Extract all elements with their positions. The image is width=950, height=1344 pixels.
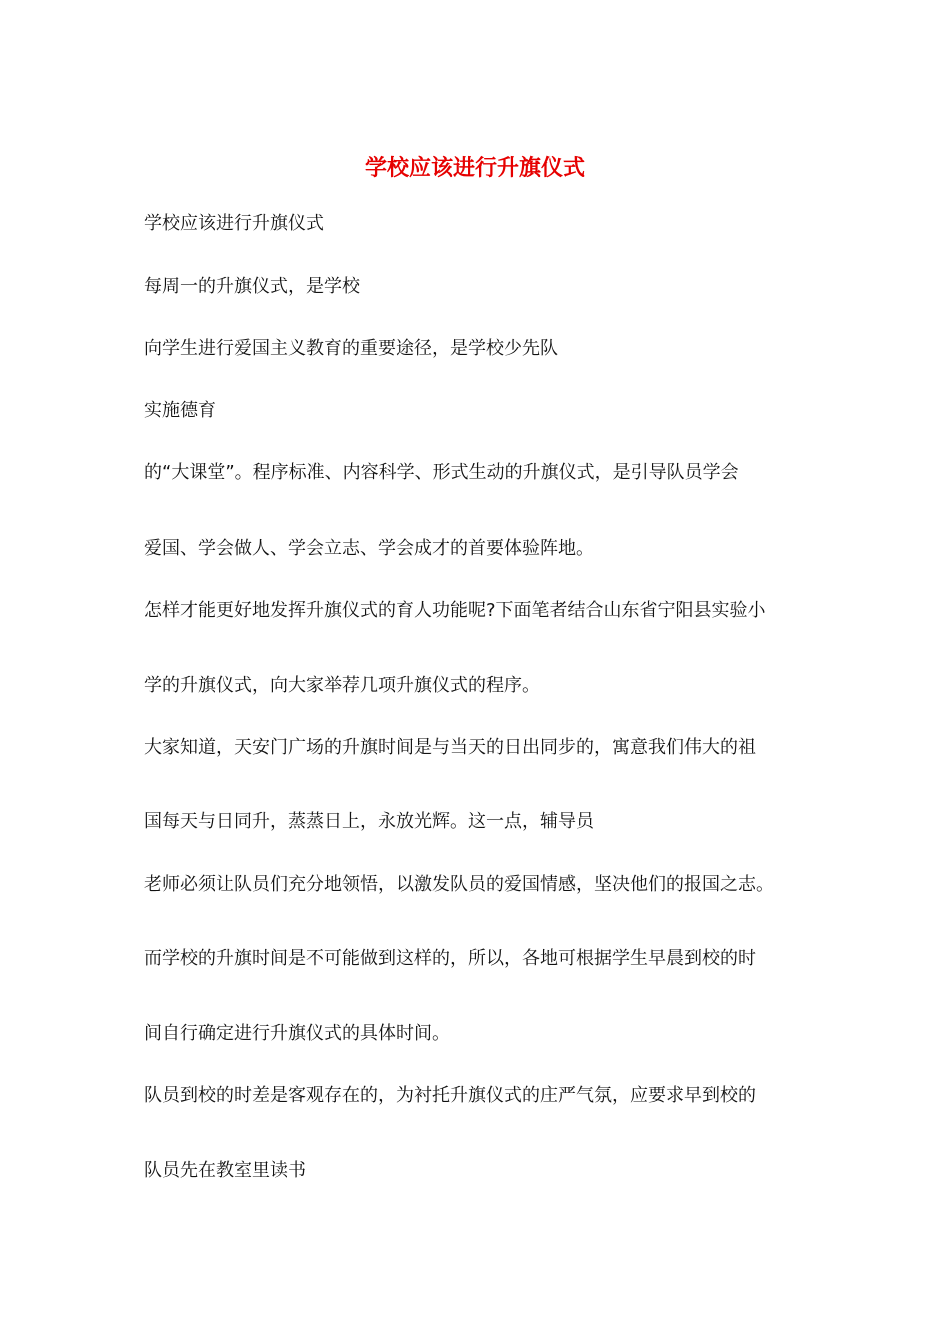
paragraph-line: 实施德育 [144, 400, 216, 421]
paragraph-line: 大家知道，天安门广场的升旗时间是与当天的日出同步的，寓意我们伟大的祖 [144, 737, 756, 758]
paragraph-line: 怎样才能更好地发挥升旗仪式的育人功能呢?下面笔者结合山东省宁阳县实验小 [144, 600, 766, 621]
paragraph-line: 向学生进行爱国主义教育的重要途径，是学校少先队 [144, 338, 558, 359]
paragraph-line: 老师必须让队员们充分地领悟，以激发队员的爱国情感，坚决他们的报国之志。 [144, 874, 774, 895]
paragraph-line: 学校应该进行升旗仪式 [144, 213, 324, 234]
paragraph-line: 学的升旗仪式，向大家举荐几项升旗仪式的程序。 [144, 675, 540, 696]
paragraph-line: 爱国、学会做人、学会立志、学会成才的首要体验阵地。 [144, 538, 594, 559]
paragraph-line: 的“大课堂”。程序标准、内容科学、形式生动的升旗仪式，是引导队员学会 [144, 462, 739, 483]
document-title: 学校应该进行升旗仪式 [364, 155, 585, 181]
paragraph-line: 队员到校的时差是客观存在的，为衬托升旗仪式的庄严气氛，应要求早到校的 [144, 1085, 756, 1106]
paragraph-line: 队员先在教室里读书 [144, 1160, 306, 1181]
paragraph-line: 而学校的升旗时间是不可能做到这样的，所以，各地可根据学生早晨到校的时 [144, 948, 756, 969]
paragraph-line: 间自行确定进行升旗仪式的具体时间。 [144, 1023, 450, 1044]
paragraph-line: 每周一的升旗仪式，是学校 [144, 276, 360, 297]
paragraph-line: 国每天与日同升，蒸蒸日上，永放光辉。这一点，辅导员 [144, 811, 594, 832]
